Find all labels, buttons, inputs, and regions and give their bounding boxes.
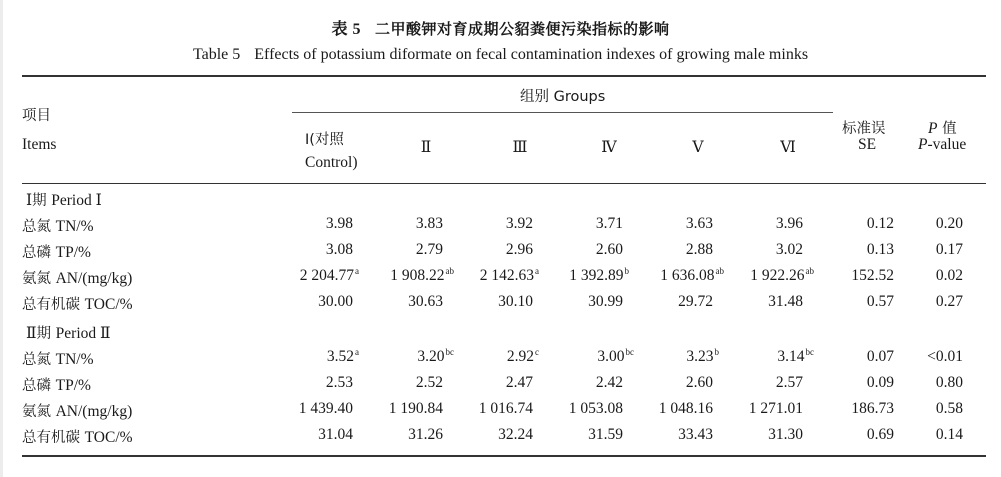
group-value-cell: 1 636.08$^{ab}$ <box>660 266 724 284</box>
group-value-cell: 2 204.77$^a$ <box>299 266 359 284</box>
header-group-1-line2: Control) <box>305 154 358 171</box>
p-value-cell: 0.20 <box>935 215 963 232</box>
group-value-cell: 2.96 <box>505 241 533 258</box>
table-row <box>0 264 1001 290</box>
table-row <box>0 212 1001 238</box>
header-se-zh: 标准误 <box>842 121 886 137</box>
group-value-cell: 31.59 <box>588 426 623 443</box>
table-title-zh: 二甲酸钾对育成期公貂粪便污染指标的影响 <box>375 20 670 38</box>
p-value-cell: 0.80 <box>935 374 963 391</box>
table-row <box>0 423 1001 449</box>
group-value-cell: 2.88 <box>685 241 713 258</box>
group-value-cell: 3.63 <box>685 215 713 232</box>
table-row <box>0 371 1001 397</box>
header-group-2: Ⅱ <box>420 139 432 156</box>
groups-span-rule <box>292 112 833 113</box>
period-label: Ⅰ期 Period Ⅰ <box>26 192 102 209</box>
header-groups: 组别 Groups <box>520 89 606 105</box>
header-items-zh: 项目 <box>22 108 51 124</box>
group-value-cell: 31.26 <box>408 426 443 443</box>
group-value-cell: 2 142.63$^a$ <box>479 266 539 284</box>
group-value-cell: 1 053.08 <box>568 400 623 417</box>
group-value-cell: 1 048.16 <box>658 400 713 417</box>
header-bottom-rule <box>22 183 986 184</box>
group-value-cell: 2.52 <box>415 374 443 391</box>
se-cell: 0.57 <box>866 293 894 310</box>
group-value-cell: 3.02 <box>775 241 803 258</box>
p-value-cell: 0.27 <box>935 293 963 310</box>
group-value-cell: 2.42 <box>595 374 623 391</box>
p-value-cell: 0.17 <box>935 241 963 258</box>
group-value-cell: 30.00 <box>318 293 353 310</box>
group-value-cell: 3.14$^{bc}$ <box>777 347 814 365</box>
group-value-cell: 30.10 <box>498 293 533 310</box>
row-label: 总氮 TN/% <box>22 351 94 368</box>
p-value-cell: 0.14 <box>935 426 963 443</box>
group-value-cell: 30.99 <box>588 293 623 310</box>
row-label: 氨氮 AN/(mg/kg) <box>22 270 133 287</box>
row-label: 总磷 TP/% <box>22 244 91 261</box>
period-header-row <box>0 319 1001 345</box>
group-value-cell: 31.48 <box>768 293 803 310</box>
header-group-6: Ⅵ <box>780 139 796 156</box>
period-header-row <box>0 186 1001 212</box>
header-group-3: Ⅲ <box>512 139 528 156</box>
group-value-cell: 3.08 <box>325 241 353 258</box>
header-se-en: SE <box>858 136 877 153</box>
group-value-cell: 30.63 <box>408 293 443 310</box>
table-number-en: Table 5 <box>192 46 241 63</box>
group-value-cell: 1 392.89$^b$ <box>569 266 629 284</box>
group-value-cell: 33.43 <box>678 426 713 443</box>
group-value-cell: 2.53 <box>325 374 353 391</box>
p-value-cell: 0.58 <box>935 400 963 417</box>
table-row <box>0 290 1001 316</box>
group-value-cell: 1 908.22$^{ab}$ <box>390 266 454 284</box>
table-top-rule <box>22 75 986 77</box>
group-value-cell: 2.79 <box>415 241 443 258</box>
group-value-cell: 2.60 <box>685 374 713 391</box>
p-value-cell: <0.01 <box>927 348 963 365</box>
p-value-cell: 0.02 <box>935 267 963 284</box>
period-label: Ⅱ期 Period Ⅱ <box>26 325 111 342</box>
group-value-cell: 3.83 <box>415 215 443 232</box>
row-label: 总有机碳 TOC/% <box>22 429 133 446</box>
table-row <box>0 345 1001 371</box>
group-value-cell: 1 016.74 <box>478 400 533 417</box>
row-label: 总有机碳 TOC/% <box>22 296 133 313</box>
header-group-1-line1: Ⅰ(对照 <box>305 132 344 148</box>
group-value-cell: 31.04 <box>318 426 353 443</box>
table-row <box>0 397 1001 423</box>
group-value-cell: 2.47 <box>505 374 533 391</box>
se-cell: 152.52 <box>851 267 894 284</box>
group-value-cell: 3.00$^{bc}$ <box>597 347 634 365</box>
row-label: 氨氮 AN/(mg/kg) <box>22 403 133 420</box>
se-cell: 186.73 <box>851 400 894 417</box>
table-title-en: Effects of potassium diformate on fecal contamination indexes of growing male minks <box>254 46 809 63</box>
header-group-5: Ⅴ <box>692 139 704 156</box>
group-value-cell: 31.30 <box>768 426 803 443</box>
table-row <box>0 238 1001 264</box>
se-cell: 0.13 <box>866 241 894 258</box>
row-label: 总磷 TP/% <box>22 377 91 394</box>
group-value-cell: 3.71 <box>595 215 623 232</box>
group-value-cell: 3.52$^a$ <box>326 347 359 365</box>
group-value-cell: 3.23$^b$ <box>686 347 719 365</box>
table-caption-chinese <box>0 16 1001 39</box>
group-value-cell: 3.92 <box>505 215 533 232</box>
group-value-cell: 29.72 <box>678 293 713 310</box>
group-value-cell: 3.96 <box>775 215 803 232</box>
table-caption-english <box>0 46 1001 64</box>
table-bottom-rule <box>22 455 986 457</box>
group-value-cell: 2.92$^c$ <box>506 347 539 365</box>
se-cell: 0.69 <box>866 426 894 443</box>
group-value-cell: 1 439.40 <box>298 400 353 417</box>
header-p-zh: P 值 <box>928 120 957 137</box>
header-p-en: P-value <box>918 136 967 153</box>
header-group-4: Ⅳ <box>601 139 617 156</box>
se-cell: 0.12 <box>866 215 894 232</box>
se-cell: 0.07 <box>866 348 894 365</box>
group-value-cell: 2.57 <box>775 374 803 391</box>
group-value-cell: 2.60 <box>595 241 623 258</box>
se-cell: 0.09 <box>866 374 894 391</box>
row-label: 总氮 TN/% <box>22 218 94 235</box>
group-value-cell: 32.24 <box>498 426 533 443</box>
header-items-en: Items <box>22 136 57 153</box>
group-value-cell: 3.20$^{bc}$ <box>417 347 454 365</box>
group-value-cell: 1 271.01 <box>748 400 803 417</box>
group-value-cell: 1 922.26$^{ab}$ <box>750 266 814 284</box>
group-value-cell: 1 190.84 <box>388 400 443 417</box>
group-value-cell: 3.98 <box>325 215 353 232</box>
table-number-zh: 表 5 <box>331 21 361 38</box>
